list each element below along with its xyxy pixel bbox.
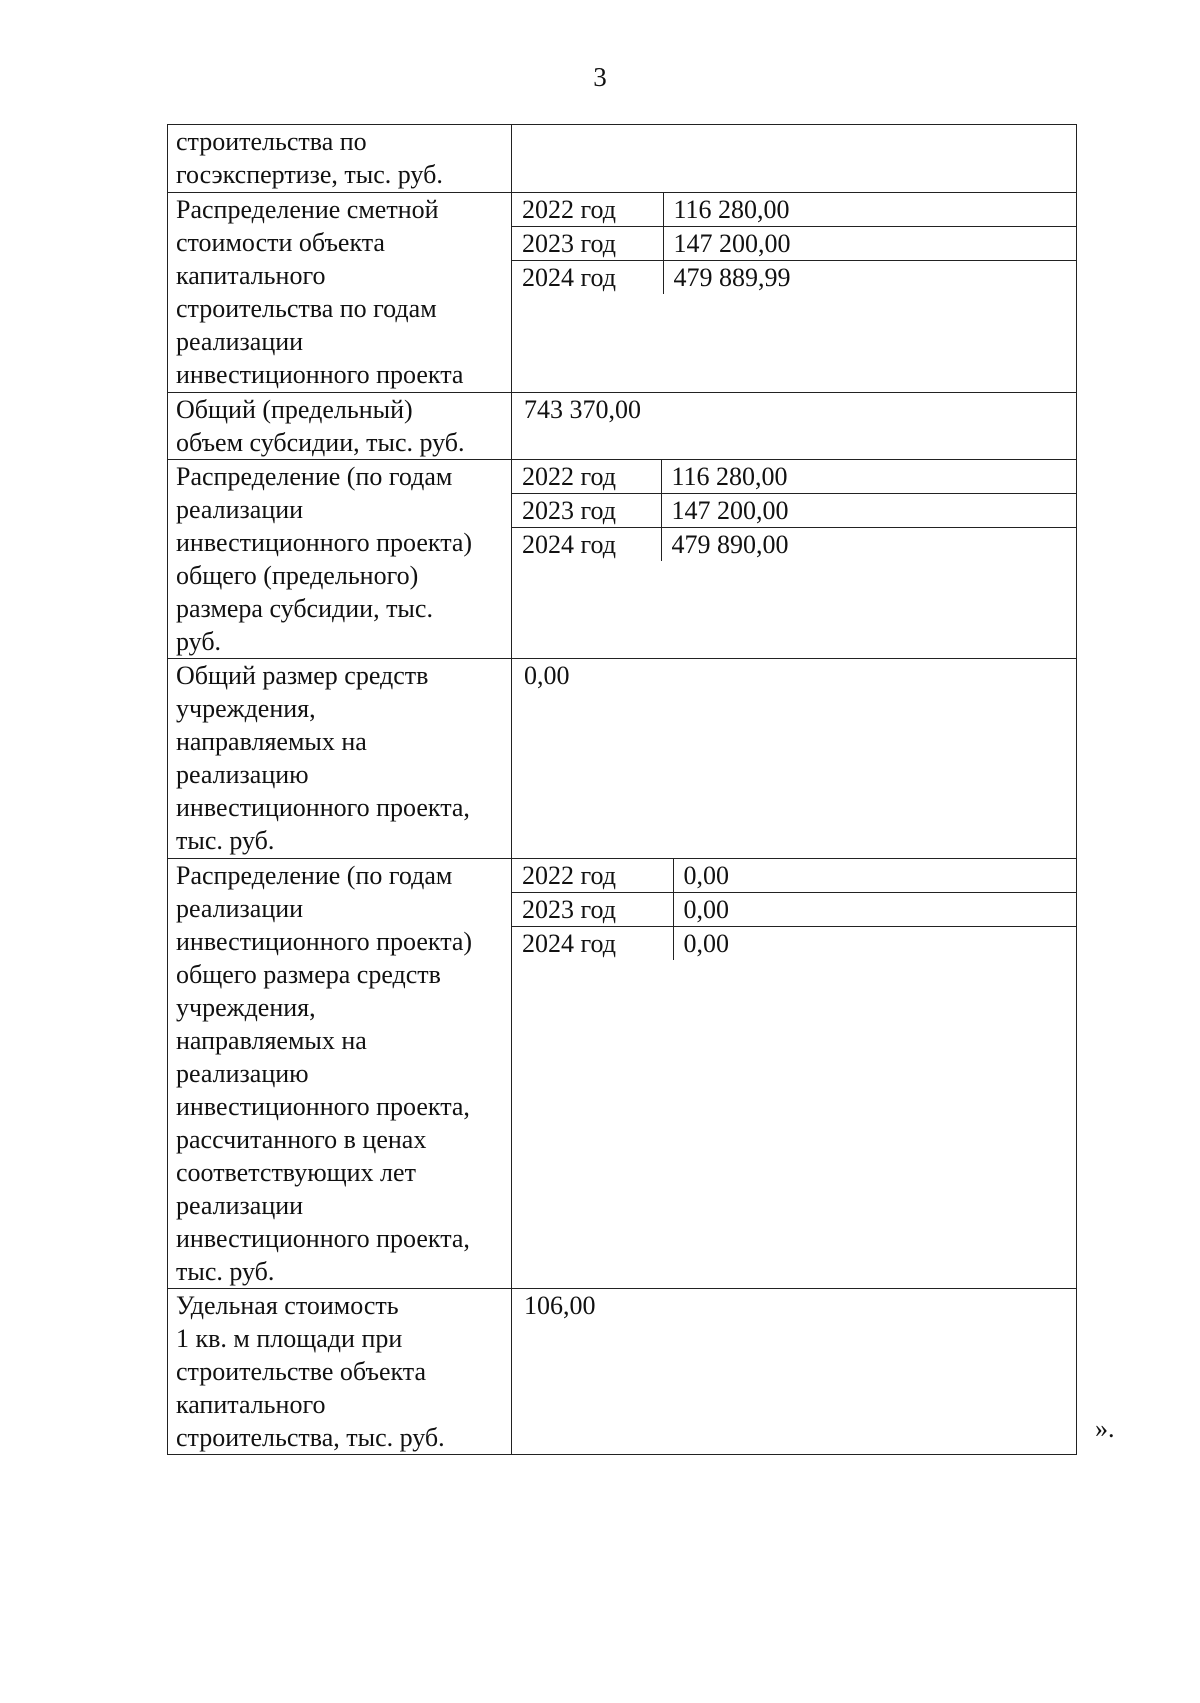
year-cell: 2024 год [512,927,673,961]
year-cell: 2022 год [512,460,661,494]
year-cell: 2022 год [512,859,673,893]
year-cell: 2023 год [512,227,663,261]
row-value: 743 370,00 [512,393,1077,460]
table-row [168,393,1077,460]
year-cell: 2022 год [512,193,663,227]
table-row [168,460,1077,659]
row-label: строительства по госэкспертизе, тыс. руб. [168,125,512,193]
row-value [512,125,1077,193]
amount-cell: 116 280,00 [663,193,1076,227]
closing-quote-mark: ». [1095,1414,1115,1443]
table-row [168,193,1077,393]
year-cell: 2023 год [512,494,661,528]
row-label: Распределение (по годам реализации инвестиционного проекта) общего размера средств учреждения, направляемых на реализацию инвестиционного проекта, рассчитанного в ценах соответствующих лет реализации инвестиционного проекта, тыс. руб. [168,859,512,1289]
amount-cell: 0,00 [673,893,1076,927]
year-cell: 2024 год [512,528,661,562]
row-label: Распределение (по годам реализации инвестиционного проекта) общего (предельного) размера субсидии, тыс. руб. [168,460,512,659]
row-label: Общий размер средств учреждения, направляемых на реализацию инвестиционного проекта, тыс. руб. [168,659,512,859]
year-breakdown [512,193,1076,294]
amount-cell: 479 890,00 [661,528,1076,562]
year-breakdown [512,859,1076,960]
amount-cell: 0,00 [673,859,1076,893]
page-number: 3 [593,62,607,92]
year-breakdown [512,460,1076,561]
parameters-table [167,124,1077,1455]
row-value: 106,00 [512,1289,1077,1455]
table-row [168,859,1077,1289]
row-value: 0,00 [512,659,1077,859]
year-cell: 2024 год [512,261,663,295]
table-row [168,1289,1077,1455]
row-label: Удельная стоимость 1 кв. м площади при строительстве объекта капитального строительства, тыс. руб. [168,1289,512,1455]
amount-cell: 0,00 [673,927,1076,961]
amount-cell: 147 200,00 [663,227,1076,261]
row-label: Общий (предельный) объем субсидии, тыс. руб. [168,393,512,460]
row-label: Распределение сметной стоимости объекта капитального строительства по годам реализации инвестиционного проекта [168,193,512,393]
amount-cell: 116 280,00 [661,460,1076,494]
amount-cell: 479 889,99 [663,261,1076,295]
table-row [168,125,1077,193]
amount-cell: 147 200,00 [661,494,1076,528]
year-cell: 2023 год [512,893,673,927]
table-row [168,659,1077,859]
